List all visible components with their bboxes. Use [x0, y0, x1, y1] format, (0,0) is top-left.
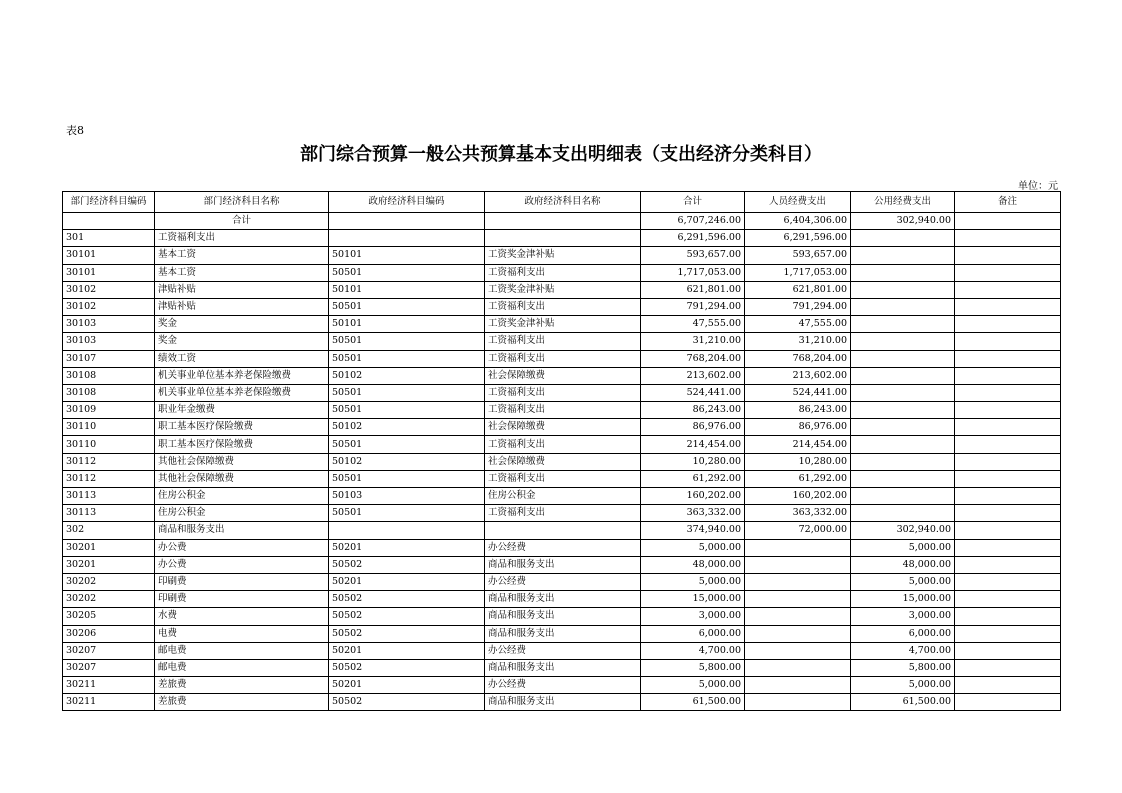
table-row [63, 694, 1061, 711]
table-row [63, 591, 1061, 608]
total-cell: 621,801.00 [641, 281, 745, 298]
gov-code-cell: 50101 [329, 316, 485, 333]
total-cell: 1,717,053.00 [641, 264, 745, 281]
gov-name-cell: 工资福利支出 [485, 470, 641, 487]
gov-name-cell: 商品和服务支出 [485, 556, 641, 573]
gov-code-cell: 50101 [329, 281, 485, 298]
gov-name-cell: 社会保障缴费 [485, 367, 641, 384]
note-cell [955, 625, 1061, 642]
gov-code-cell: 50201 [329, 642, 485, 659]
gov-code-cell: 50501 [329, 298, 485, 315]
personnel-cell: 213,602.00 [745, 367, 851, 384]
gov-name-cell: 工资福利支出 [485, 264, 641, 281]
public-cell: 15,000.00 [851, 591, 955, 608]
total-cell: 213,602.00 [641, 367, 745, 384]
public-cell: 5,000.00 [851, 573, 955, 590]
table-row [63, 298, 1061, 315]
table-row [63, 556, 1061, 573]
personnel-cell [745, 625, 851, 642]
gov-code-cell [329, 230, 485, 247]
dept-name-cell: 职业年金缴费 [155, 402, 329, 419]
dept-name-cell: 商品和服务支出 [155, 522, 329, 539]
total-personnel: 6,404,306.00 [745, 213, 851, 230]
personnel-cell: 768,204.00 [745, 350, 851, 367]
dept-name-cell: 印刷费 [155, 591, 329, 608]
dept-code-cell: 30108 [63, 367, 155, 384]
total-cell: 4,700.00 [641, 642, 745, 659]
note-cell [955, 281, 1061, 298]
gov-name-cell: 工资福利支出 [485, 350, 641, 367]
note-cell [955, 608, 1061, 625]
personnel-cell: 86,243.00 [745, 402, 851, 419]
gov-name-cell: 商品和服务支出 [485, 591, 641, 608]
category-row [63, 522, 1061, 539]
table-row [63, 573, 1061, 590]
dept-code-cell: 30110 [63, 436, 155, 453]
gov-name-cell: 工资福利支出 [485, 384, 641, 401]
personnel-cell: 791,294.00 [745, 298, 851, 315]
dept-name-cell: 电费 [155, 625, 329, 642]
personnel-cell: 593,657.00 [745, 247, 851, 264]
gov-code-cell: 50501 [329, 505, 485, 522]
public-cell [851, 470, 955, 487]
dept-code-cell: 30202 [63, 591, 155, 608]
public-cell [851, 488, 955, 505]
gov-code-cell: 50502 [329, 556, 485, 573]
public-cell: 3,000.00 [851, 608, 955, 625]
personnel-cell: 160,202.00 [745, 488, 851, 505]
note-cell [955, 659, 1061, 676]
dept-code-cell: 30102 [63, 298, 155, 315]
gov-code-cell: 50502 [329, 659, 485, 676]
dept-code-cell: 30109 [63, 402, 155, 419]
personnel-cell: 363,332.00 [745, 505, 851, 522]
gov-name-cell: 办公经费 [485, 677, 641, 694]
gov-name-cell: 工资奖金津补贴 [485, 316, 641, 333]
personnel-cell [745, 694, 851, 711]
note-cell [955, 522, 1061, 539]
public-cell [851, 402, 955, 419]
total-cell: 61,292.00 [641, 470, 745, 487]
personnel-cell [745, 539, 851, 556]
gov-name-cell: 商品和服务支出 [485, 625, 641, 642]
dept-code-cell: 30108 [63, 384, 155, 401]
dept-name-cell: 差旅费 [155, 694, 329, 711]
public-cell [851, 247, 955, 264]
dept-name-cell: 邮电费 [155, 659, 329, 676]
personnel-cell: 61,292.00 [745, 470, 851, 487]
public-cell [851, 333, 955, 350]
dept-code-cell: 30101 [63, 264, 155, 281]
dept-code-cell: 30102 [63, 281, 155, 298]
dept-code-cell: 302 [63, 522, 155, 539]
gov-name-cell: 商品和服务支出 [485, 608, 641, 625]
col-header-public: 公用经费支出 [851, 192, 955, 213]
dept-name-cell: 办公费 [155, 539, 329, 556]
gov-code-cell: 50501 [329, 402, 485, 419]
col-header-personnel: 人员经费支出 [745, 192, 851, 213]
dept-code-cell: 30211 [63, 677, 155, 694]
table-row [63, 333, 1061, 350]
gov-code-cell: 50102 [329, 453, 485, 470]
note-cell [955, 642, 1061, 659]
total-cell: 10,280.00 [641, 453, 745, 470]
public-cell [851, 505, 955, 522]
table-row [63, 677, 1061, 694]
note-cell [955, 505, 1061, 522]
total-cell: 5,000.00 [641, 539, 745, 556]
note-cell [955, 573, 1061, 590]
table-row [63, 281, 1061, 298]
total-row [63, 213, 1061, 230]
table-row [63, 505, 1061, 522]
personnel-cell: 1,717,053.00 [745, 264, 851, 281]
total-cell: 5,000.00 [641, 677, 745, 694]
note-cell [955, 677, 1061, 694]
gov-code-cell: 50501 [329, 384, 485, 401]
gov-code-cell: 50501 [329, 333, 485, 350]
gov-name-cell: 办公经费 [485, 642, 641, 659]
col-header-dept-code: 部门经济科目编码 [63, 192, 155, 213]
table-row [63, 488, 1061, 505]
public-cell: 6,000.00 [851, 625, 955, 642]
total-cell: 6,000.00 [641, 625, 745, 642]
table-row [63, 539, 1061, 556]
public-cell: 5,800.00 [851, 659, 955, 676]
gov-name-cell: 商品和服务支出 [485, 694, 641, 711]
dept-name-cell: 印刷费 [155, 573, 329, 590]
gov-code-cell: 50502 [329, 694, 485, 711]
gov-code-cell: 50501 [329, 264, 485, 281]
table-row [63, 402, 1061, 419]
dept-name-cell: 差旅费 [155, 677, 329, 694]
dept-code-cell: 30110 [63, 419, 155, 436]
gov-name-cell: 工资福利支出 [485, 436, 641, 453]
dept-name-cell: 基本工资 [155, 264, 329, 281]
dept-code-cell: 301 [63, 230, 155, 247]
gov-code-cell: 50502 [329, 625, 485, 642]
public-cell [851, 281, 955, 298]
dept-code-cell: 30207 [63, 659, 155, 676]
table-row [63, 608, 1061, 625]
header-row [63, 192, 1061, 213]
total-cell: 363,332.00 [641, 505, 745, 522]
total-cell: 214,454.00 [641, 436, 745, 453]
total-cell: 791,294.00 [641, 298, 745, 315]
table-number: 表8 [66, 124, 84, 137]
note-cell [955, 298, 1061, 315]
dept-code-cell: 30113 [63, 488, 155, 505]
gov-code-cell: 50102 [329, 419, 485, 436]
col-header-gov-name: 政府经济科目名称 [485, 192, 641, 213]
dept-name-cell: 基本工资 [155, 247, 329, 264]
table-row [63, 419, 1061, 436]
dept-name-cell: 职工基本医疗保险缴费 [155, 419, 329, 436]
gov-code-cell: 50502 [329, 591, 485, 608]
personnel-cell [745, 642, 851, 659]
dept-name-cell: 机关事业单位基本养老保险缴费 [155, 367, 329, 384]
note-cell [955, 264, 1061, 281]
dept-name-cell: 其他社会保障缴费 [155, 470, 329, 487]
dept-name-cell: 津贴补贴 [155, 281, 329, 298]
gov-code-cell: 50201 [329, 539, 485, 556]
note-cell [955, 488, 1061, 505]
public-cell [851, 367, 955, 384]
dept-code-cell: 30107 [63, 350, 155, 367]
dept-code-cell: 30103 [63, 316, 155, 333]
personnel-cell: 214,454.00 [745, 436, 851, 453]
personnel-cell [745, 591, 851, 608]
table-row [63, 659, 1061, 676]
total-amount: 6,707,246.00 [641, 213, 745, 230]
total-cell: 374,940.00 [641, 522, 745, 539]
personnel-cell: 621,801.00 [745, 281, 851, 298]
note-cell [955, 350, 1061, 367]
gov-name-cell: 工资奖金津补贴 [485, 247, 641, 264]
note-cell [955, 436, 1061, 453]
dept-code-cell: 30101 [63, 247, 155, 264]
col-header-total: 合计 [641, 192, 745, 213]
gov-name-cell [485, 522, 641, 539]
total-cell: 31,210.00 [641, 333, 745, 350]
public-cell: 5,000.00 [851, 539, 955, 556]
dept-name-cell: 住房公积金 [155, 505, 329, 522]
total-cell: 86,243.00 [641, 402, 745, 419]
gov-name-cell: 办公经费 [485, 573, 641, 590]
total-label: 合计 [155, 213, 329, 230]
total-cell: 524,441.00 [641, 384, 745, 401]
col-header-dept-name: 部门经济科目名称 [155, 192, 329, 213]
total-cell: 5,000.00 [641, 573, 745, 590]
table-row [63, 625, 1061, 642]
expenditure-table [62, 191, 1061, 711]
table-row [63, 367, 1061, 384]
gov-name-cell: 工资福利支出 [485, 402, 641, 419]
dept-name-cell: 住房公积金 [155, 488, 329, 505]
gov-name-cell: 商品和服务支出 [485, 659, 641, 676]
note-cell [955, 402, 1061, 419]
dept-code-cell: 30206 [63, 625, 155, 642]
dept-name-cell: 邮电费 [155, 642, 329, 659]
table-row [63, 453, 1061, 470]
gov-name-cell: 办公经费 [485, 539, 641, 556]
table-row [63, 264, 1061, 281]
public-cell: 48,000.00 [851, 556, 955, 573]
gov-code-cell: 50103 [329, 488, 485, 505]
total-cell: 5,800.00 [641, 659, 745, 676]
dept-code-cell: 30113 [63, 505, 155, 522]
note-cell [955, 694, 1061, 711]
col-header-gov-code: 政府经济科目编码 [329, 192, 485, 213]
personnel-cell: 72,000.00 [745, 522, 851, 539]
public-cell [851, 230, 955, 247]
table-row [63, 436, 1061, 453]
dept-name-cell: 奖金 [155, 316, 329, 333]
note-cell [955, 247, 1061, 264]
note-cell [955, 453, 1061, 470]
note-cell [955, 539, 1061, 556]
gov-name-cell: 工资福利支出 [485, 333, 641, 350]
dept-name-cell: 其他社会保障缴费 [155, 453, 329, 470]
total-cell: 3,000.00 [641, 608, 745, 625]
table-row [63, 470, 1061, 487]
dept-name-cell: 职工基本医疗保险缴费 [155, 436, 329, 453]
public-cell [851, 419, 955, 436]
personnel-cell: 10,280.00 [745, 453, 851, 470]
gov-code-cell [329, 522, 485, 539]
dept-code-cell: 30112 [63, 453, 155, 470]
personnel-cell [745, 573, 851, 590]
dept-name-cell: 办公费 [155, 556, 329, 573]
table-row [63, 642, 1061, 659]
total-cell: 47,555.00 [641, 316, 745, 333]
total-cell: 593,657.00 [641, 247, 745, 264]
total-cell: 61,500.00 [641, 694, 745, 711]
dept-code-cell: 30103 [63, 333, 155, 350]
public-cell [851, 350, 955, 367]
personnel-cell [745, 677, 851, 694]
dept-name-cell: 津贴补贴 [155, 298, 329, 315]
table-row [63, 247, 1061, 264]
note-cell [955, 230, 1061, 247]
total-cell: 15,000.00 [641, 591, 745, 608]
note-cell [955, 384, 1061, 401]
dept-code-cell: 30202 [63, 573, 155, 590]
gov-code-cell: 50501 [329, 436, 485, 453]
total-cell: 48,000.00 [641, 556, 745, 573]
dept-name-cell: 机关事业单位基本养老保险缴费 [155, 384, 329, 401]
total-cell: 160,202.00 [641, 488, 745, 505]
unit-label: 单位：元 [1018, 181, 1058, 192]
gov-name-cell [485, 230, 641, 247]
public-cell [851, 298, 955, 315]
public-cell [851, 453, 955, 470]
personnel-cell: 31,210.00 [745, 333, 851, 350]
dept-code-cell: 30201 [63, 539, 155, 556]
total-public: 302,940.00 [851, 213, 955, 230]
table-row [63, 316, 1061, 333]
note-cell [955, 419, 1061, 436]
page-title: 部门综合预算一般公共预算基本支出明细表（支出经济分类科目） [300, 144, 822, 165]
personnel-cell [745, 608, 851, 625]
gov-name-cell: 社会保障缴费 [485, 419, 641, 436]
gov-code-cell: 50501 [329, 350, 485, 367]
public-cell [851, 316, 955, 333]
gov-code-cell: 50102 [329, 367, 485, 384]
personnel-cell [745, 556, 851, 573]
dept-name-cell: 绩效工资 [155, 350, 329, 367]
dept-code-cell: 30207 [63, 642, 155, 659]
gov-code-cell: 50201 [329, 677, 485, 694]
note-cell [955, 316, 1061, 333]
total-cell: 6,291,596.00 [641, 230, 745, 247]
note-cell [955, 470, 1061, 487]
gov-name-cell: 工资奖金津补贴 [485, 281, 641, 298]
dept-code-cell: 30201 [63, 556, 155, 573]
gov-name-cell: 工资福利支出 [485, 505, 641, 522]
public-cell [851, 384, 955, 401]
gov-code-cell: 50501 [329, 470, 485, 487]
personnel-cell: 47,555.00 [745, 316, 851, 333]
table-row [63, 384, 1061, 401]
public-cell: 61,500.00 [851, 694, 955, 711]
public-cell: 4,700.00 [851, 642, 955, 659]
gov-name-cell: 社会保障缴费 [485, 453, 641, 470]
public-cell [851, 436, 955, 453]
personnel-cell: 6,291,596.00 [745, 230, 851, 247]
dept-name-cell: 水费 [155, 608, 329, 625]
dept-code-cell: 30112 [63, 470, 155, 487]
dept-code-cell: 30205 [63, 608, 155, 625]
personnel-cell [745, 659, 851, 676]
note-cell [955, 591, 1061, 608]
gov-code-cell: 50502 [329, 608, 485, 625]
public-cell [851, 264, 955, 281]
gov-code-cell: 50201 [329, 573, 485, 590]
table-row [63, 350, 1061, 367]
public-cell: 5,000.00 [851, 677, 955, 694]
dept-name-cell: 奖金 [155, 333, 329, 350]
total-cell: 768,204.00 [641, 350, 745, 367]
gov-code-cell: 50101 [329, 247, 485, 264]
gov-name-cell: 工资福利支出 [485, 298, 641, 315]
personnel-cell: 86,976.00 [745, 419, 851, 436]
note-cell [955, 556, 1061, 573]
note-cell [955, 333, 1061, 350]
personnel-cell: 524,441.00 [745, 384, 851, 401]
public-cell: 302,940.00 [851, 522, 955, 539]
gov-name-cell: 住房公积金 [485, 488, 641, 505]
category-row [63, 230, 1061, 247]
note-cell [955, 367, 1061, 384]
col-header-note: 备注 [955, 192, 1061, 213]
dept-name-cell: 工资福利支出 [155, 230, 329, 247]
dept-code-cell: 30211 [63, 694, 155, 711]
total-cell: 86,976.00 [641, 419, 745, 436]
